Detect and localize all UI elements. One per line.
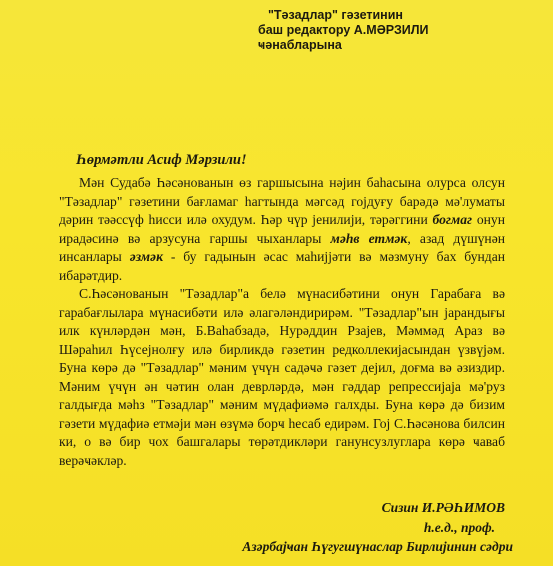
addressee-line-2: баш редактору А.МӘРЗИЛИ [258, 23, 429, 37]
paragraph-2: С.Һәсәнованын "Тәзадлар"а белә мүнасибәтини онун Гарабаға вә гарабағлылара мүнасибәти илә әлагәләндирирәм. "Тәзадлар"ын јарандығы илк күнләрдән мән, Б.Ваһабзадә, Нурәддин Рзајев, Мәммәд Араз вә Шәраһил Һүсејнолғу илә бирликдә гәзетин редколлекијасындан үзвүјәм. Буна көрә дә "Тәзадлар" мәним үчүн садәҹә гәзет дејил, доғма вә әзиздир. Мәним үчүн ән чәтин олан деврләрдә, мән гәддар репрессијаја мә'руз галдығда мәһз "Тәзадлар" мәним мүдафиәмә галхды. Буна көрә дә бизим гәзети мүдафиә етмәји мән өзүмә борҹ һесаб едирәм. Гој С.Һәсәнова билсин ки, о вә бир чох башгалары төрәтдикләри ганунсузлуглара көрә ҹаваб верәҹәкләр. [59, 286, 505, 468]
emphasis-bogmag: богмаг [432, 212, 473, 227]
addressee-line-3: ҹәнабларына [258, 38, 342, 52]
emphasis-ezmek: әзмәк [129, 249, 163, 264]
signature-organization: Азәрбајҹан Һүгугшүнаслар Бирлијинин сәдри [242, 539, 513, 554]
paragraph-1-part-4: - бу гадынын әсас маһијјәти вә мәзмуну бах бундан ибарәтдир. [59, 249, 505, 283]
signature-title: һ.е.д., проф. [423, 519, 495, 535]
addressee-line-1: "Тәзадлар" гәзетинин [268, 8, 403, 22]
paragraph-1-part-1: Мән Судабә Һәсәнованын өз гаршысына нәјин баһасына олурса олсун "Тәзадлар" гәзетини бағламаг һагтында мәгсәд гојдуғу барәдә мә'луматы дәрин тәәссүф һисси илә охудум. Һәр чүр јенилији, тәрәггини [59, 175, 505, 227]
emphasis-mehv-etmek: мәһв етмәк [330, 230, 408, 246]
paragraph-1-part-3: , азад дүшүнән инсанлары [59, 230, 505, 264]
letter-body [59, 174, 505, 470]
paragraph-1 [59, 174, 505, 285]
paragraph-1-part-2: онун ирадәсинә вә арзусуна гаршы чыханлары [59, 212, 505, 246]
signature-name: Сизин И.РӘҺИМОВ [381, 500, 505, 515]
addressee-block [258, 8, 498, 53]
signature-block [242, 498, 513, 557]
salutation: Һөрмәтли Асиф Мәрзили! [76, 152, 247, 168]
